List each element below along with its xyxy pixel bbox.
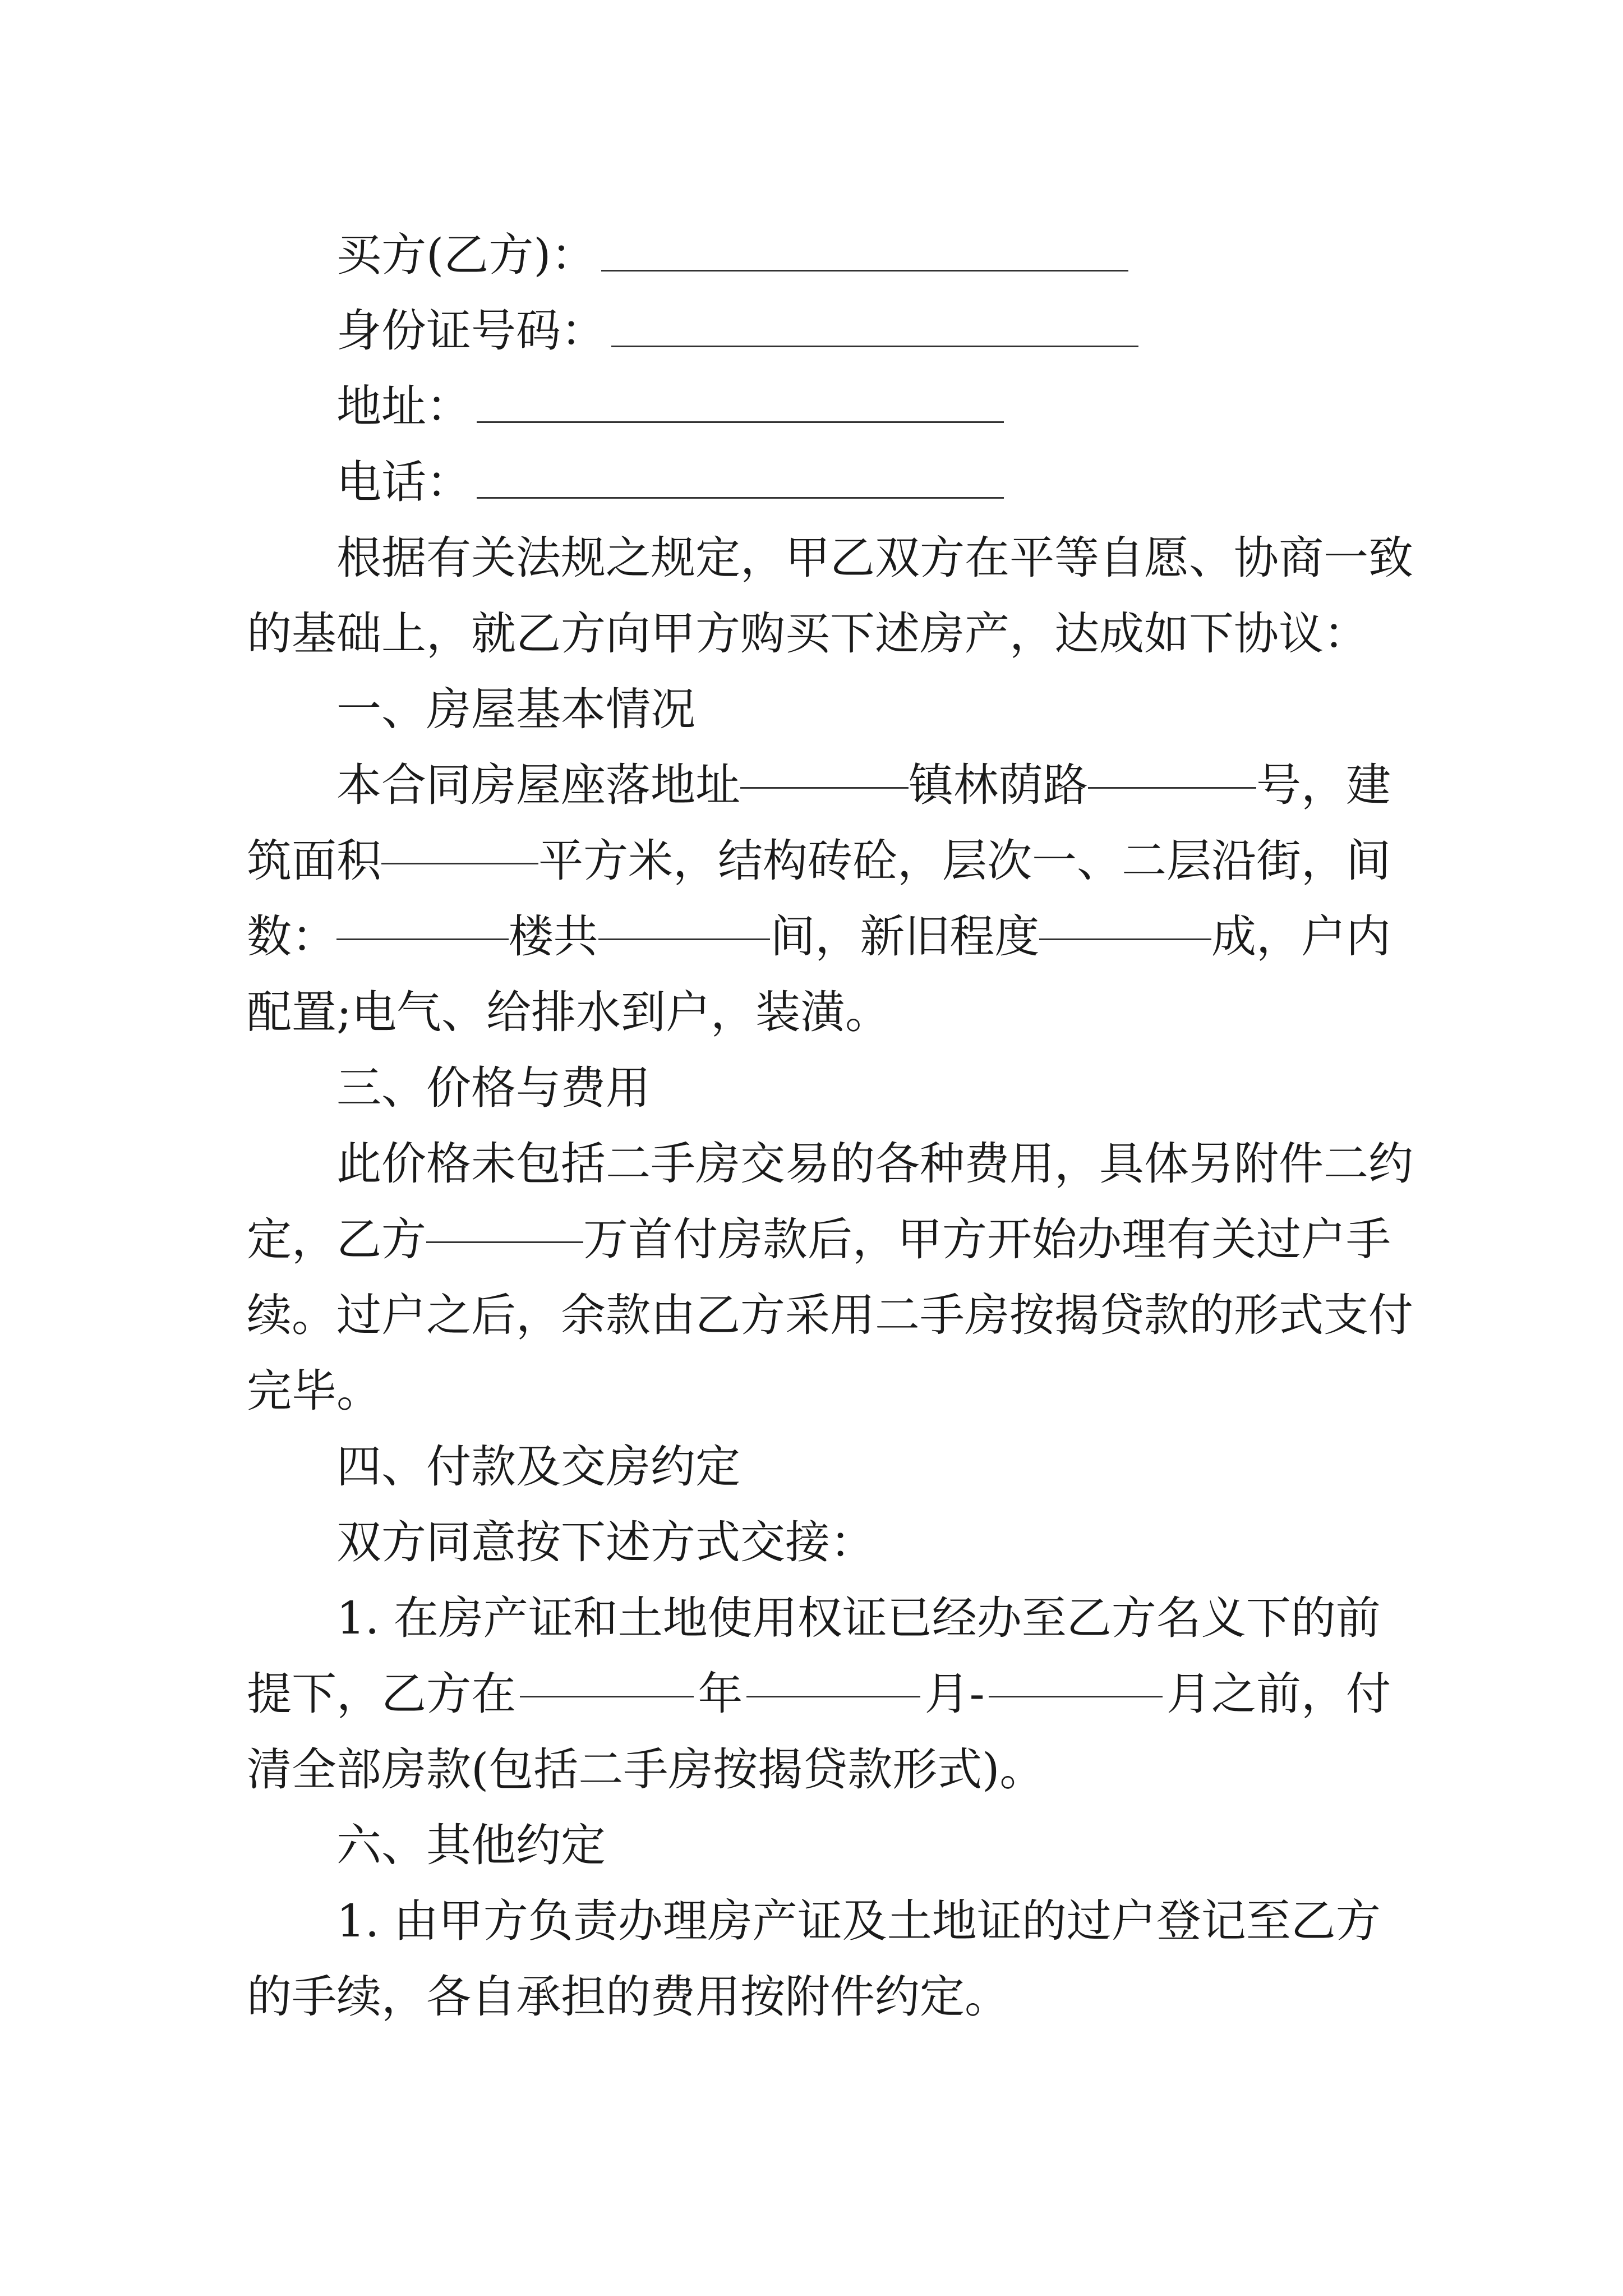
- section3-line-2: [247, 1200, 1391, 1279]
- section4-text: 月之前，付: [1166, 1668, 1391, 1720]
- section3-line-1: 此价格未包括二手房交易的各种费用，具体另附件二约: [336, 1138, 1413, 1190]
- section1-heading: 一、房屋基本情况: [336, 683, 695, 735]
- section1-line-2: [247, 822, 1391, 900]
- fill-blank: [520, 1694, 694, 1697]
- section6-line-2: 的手续，各自承担的费用按附件约定。: [247, 1971, 1009, 2023]
- section6-heading: 六、其他约定: [336, 1819, 606, 1871]
- fill-blank: [740, 785, 909, 789]
- buyer-title-row: [336, 216, 1391, 295]
- section4-line-1: 1. 在房产证和土地使用权证已经办至乙方名义下的前: [336, 1592, 1381, 1644]
- fill-blank: [381, 861, 538, 864]
- section3-text: 定，乙方: [247, 1213, 426, 1266]
- preamble-line-2: 的基础上，就乙方向甲方购买下述房产，达成如下协议：: [247, 608, 1368, 660]
- section4-text: 月-: [924, 1668, 985, 1720]
- fill-blank: [426, 1239, 583, 1243]
- section1-text: 数：: [247, 910, 336, 963]
- section1-text: 间，新旧程度: [770, 910, 1040, 963]
- section1-text: 筑面积: [247, 835, 381, 887]
- section1-text: 楼共: [508, 910, 598, 963]
- section4-line-3: 清全部房款(包括二手房按揭贷款形式)。: [247, 1743, 1045, 1796]
- section4-text: 提下，乙方在: [247, 1668, 516, 1720]
- section1-text: 平方米，结构砖砼，层次一、二层沿街，间: [538, 835, 1391, 887]
- section1-text: 镇林荫路: [909, 759, 1088, 811]
- buyer-id-blank: [611, 343, 1138, 347]
- buyer-phone-label: 电话：: [336, 456, 471, 508]
- section1-text: 号，建: [1256, 759, 1391, 811]
- section4-text: 年: [698, 1668, 743, 1720]
- section4-intro: 双方同意按下述方式交接：: [336, 1516, 875, 1568]
- section3-line-3: 续。过户之后，余款由乙方采用二手房按揭贷款的形式支付: [247, 1289, 1413, 1341]
- fill-blank: [336, 936, 509, 940]
- section1-line-3: [247, 898, 1391, 976]
- section3-line-4: 完毕。: [247, 1365, 381, 1417]
- section3-heading: 三、价格与费用: [336, 1062, 651, 1114]
- fill-blank: [746, 1694, 920, 1697]
- section1-text: 成，户内: [1211, 910, 1391, 963]
- fill-blank: [1039, 936, 1211, 940]
- buyer-phone-row: [336, 443, 1391, 522]
- section1-line-4: 配置;电气、给排水到户，装潢。: [247, 986, 890, 1038]
- buyer-address-blank: [477, 419, 1004, 423]
- preamble-line-1: 根据有关法规之规定，甲乙双方在平等自愿、协商一致: [336, 532, 1413, 584]
- buyer-phone-blank: [477, 495, 1004, 499]
- section1-line-1: [336, 746, 1391, 825]
- fill-blank: [989, 1694, 1163, 1697]
- buyer-id-label: 身份证号码：: [336, 305, 606, 357]
- section6-line-1: 1. 由甲方负责办理房产证及土地证的过户登记至乙方: [336, 1895, 1381, 1947]
- section1-text: 本合同房屋座落地址: [336, 759, 740, 811]
- buyer-name-blank: [601, 268, 1128, 272]
- buyer-address-row: [336, 367, 1391, 446]
- fill-blank: [598, 936, 771, 940]
- buyer-id-row: [336, 292, 1391, 370]
- buyer-address-label: 地址：: [336, 380, 471, 432]
- section3-text: 万首付房款后，甲方开始办理有关过户手: [583, 1213, 1391, 1266]
- buyer-title-label: 买方(乙方)：: [336, 229, 596, 281]
- section4-heading: 四、付款及交房约定: [336, 1441, 740, 1493]
- fill-blank: [1088, 785, 1256, 789]
- section4-line-2: [247, 1655, 1391, 1733]
